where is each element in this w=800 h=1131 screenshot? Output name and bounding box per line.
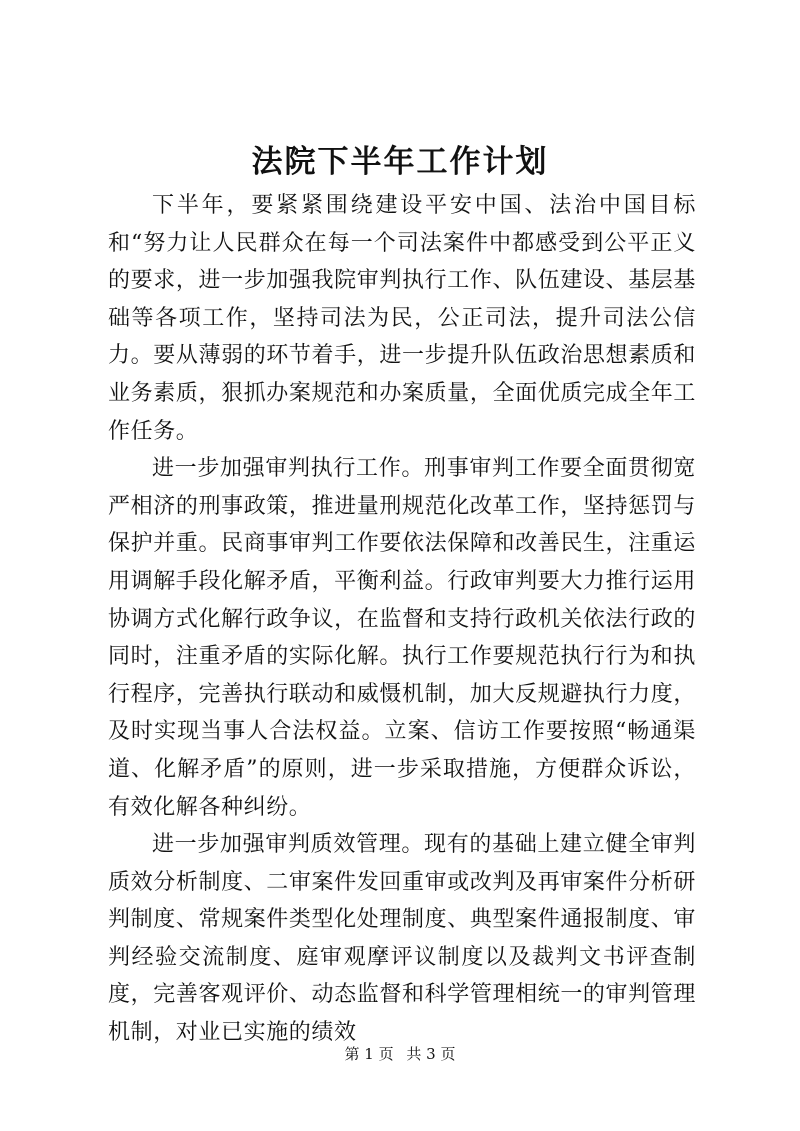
paragraph-2: 进一步加强审判执行工作。刑事审判工作要全面贯彻宽严相济的刑事政策，推进量刑规范化改革工作，坚持惩罚与保护并重。民商事审判工作要依法保障和改善民生，注重运用调解手段化解矛盾，平衡利益。行政审判要大力推行运用协调方式化解行政争议，在监督和支持行政机关依法行政的同时，注重矛盾的实际化解。执行工作要规范执行行为和执行程序，完善执行联动和威慑机制，加大反规避执行力度，及时实现当事人合法权益。立案、信访工作要按照“畅通渠道、化解矛盾”的原则，进一步采取措施，方便群众诉讼，有效化解各种纠纷。 bbox=[108, 456, 696, 820]
page-footer bbox=[0, 1043, 800, 1065]
page-number: 第 1 页 bbox=[344, 1045, 394, 1063]
document-body bbox=[108, 187, 696, 1052]
document-title: 法院下半年工作计划 bbox=[251, 144, 549, 180]
page-total: 共 3 页 bbox=[406, 1045, 456, 1063]
paragraph-3: 进一步加强审判质效管理。现有的基础上建立健全审判质效分析制度、二审案件发回重审或改判及再审案件分析研判制度、常规案件类型化处理制度、典型案件通报制度、审判经验交流制度、庭审观摩评议制度以及裁判文书评查制度，完善客观评价、动态监督和科学管理相统一的审判管理机制，对业已实施的绩效 bbox=[108, 832, 696, 1046]
paragraph-1: 下半年，要紧紧围绕建设平安中国、法治中国目标和“努力让人民群众在每一个司法案件中都感受到公平正义的要求，进一步加强我院审判执行工作、队伍建设、基层基础等各项工作，坚持司法为民，公正司法，提升司法公信力。要从薄弱的环节着手，进一步提升队伍政治思想素质和业务素质，狠抓办案规范和办案质量，全面优质完成全年工作任务。 bbox=[108, 193, 696, 444]
